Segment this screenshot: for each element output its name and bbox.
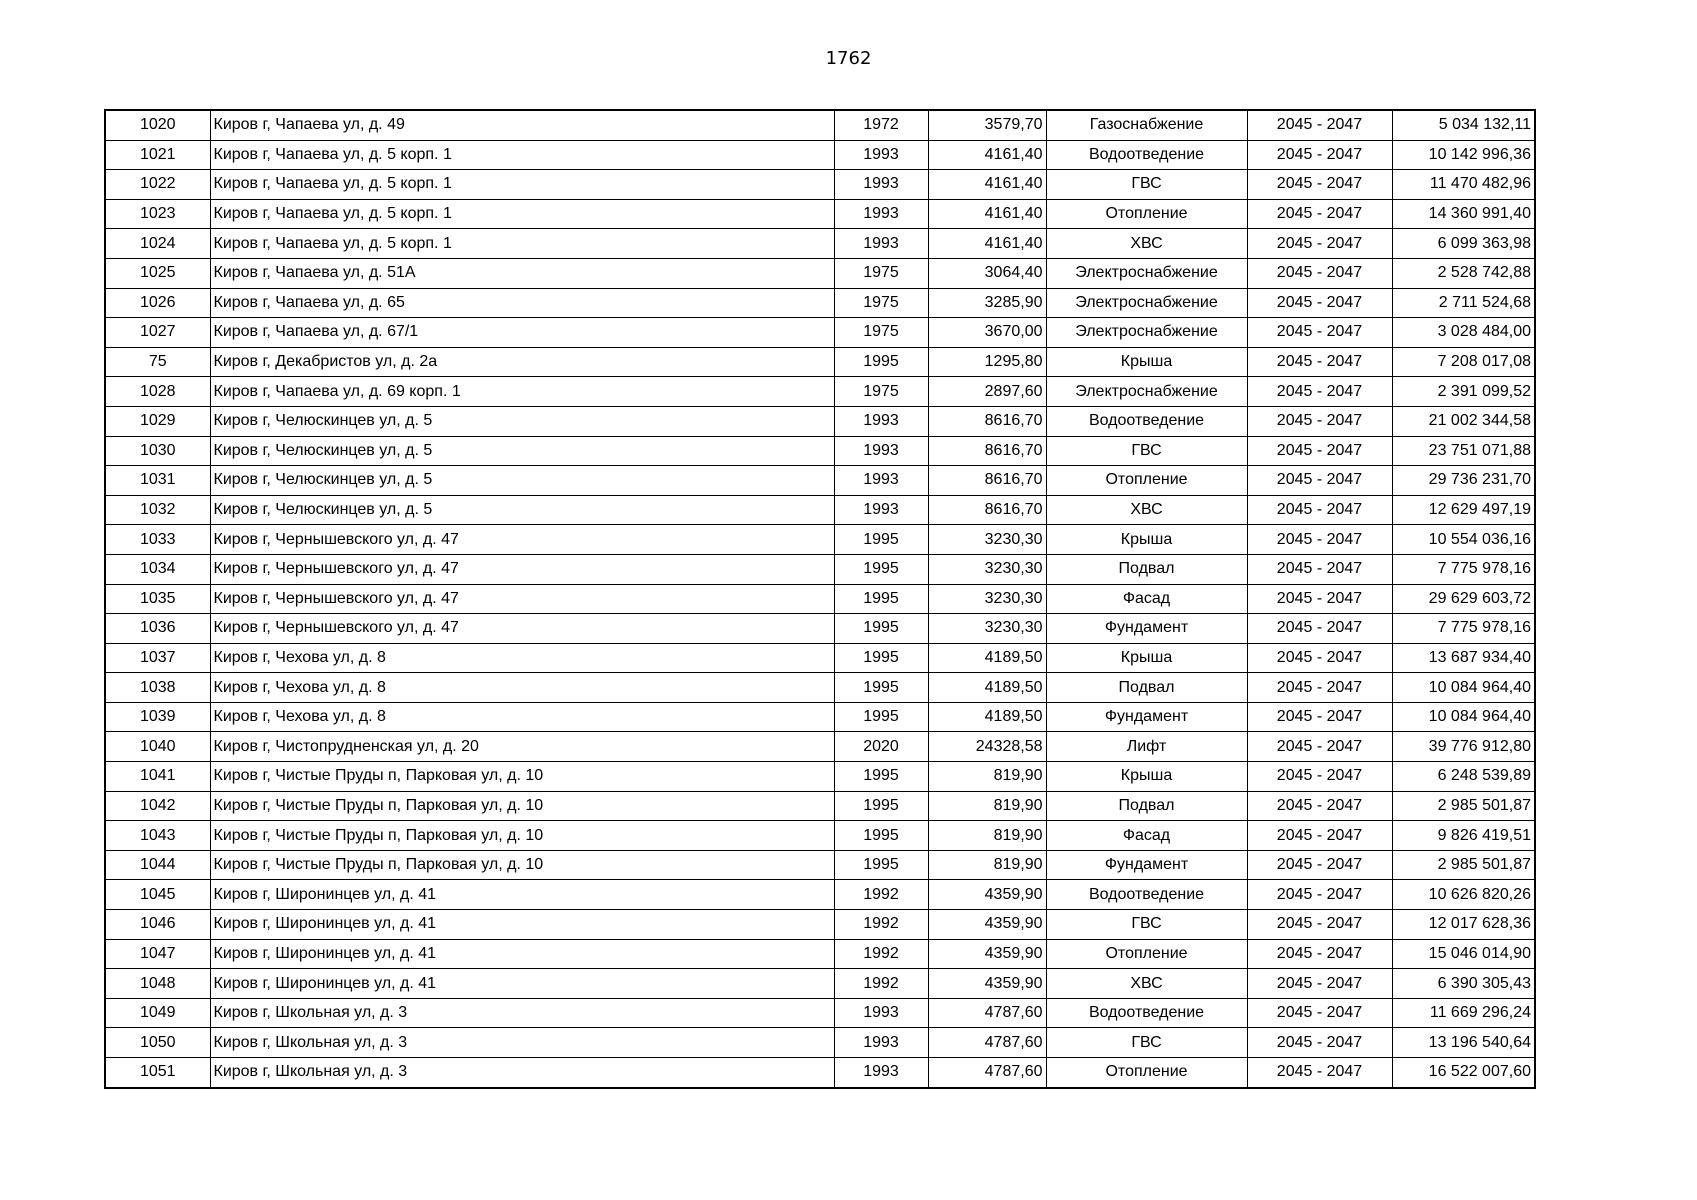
- cell-address: Киров г, Чехова ул, д. 8: [210, 702, 834, 732]
- cell-build-year: 1993: [834, 998, 928, 1028]
- cell-build-year: 1993: [834, 436, 928, 466]
- cell-period: 2045 - 2047: [1247, 702, 1392, 732]
- cell-area: 4189,50: [928, 702, 1046, 732]
- cell-cost: 15 046 014,90: [1392, 939, 1535, 969]
- cell-address: Киров г, Чапаева ул, д. 65: [210, 288, 834, 318]
- cell-cost: 29 736 231,70: [1392, 466, 1535, 496]
- cell-period: 2045 - 2047: [1247, 525, 1392, 555]
- cell-row-number: 1041: [105, 762, 210, 792]
- cell-build-year: 1975: [834, 288, 928, 318]
- cell-row-number: 1047: [105, 939, 210, 969]
- cell-build-year: 1993: [834, 495, 928, 525]
- cell-work-type: ХВС: [1046, 969, 1247, 999]
- cell-address: Киров г, Чапаева ул, д. 5 корп. 1: [210, 140, 834, 170]
- table-row: [105, 614, 1535, 644]
- cell-period: 2045 - 2047: [1247, 880, 1392, 910]
- cell-address: Киров г, Широнинцев ул, д. 41: [210, 969, 834, 999]
- cell-area: 3230,30: [928, 554, 1046, 584]
- cell-area: 3285,90: [928, 288, 1046, 318]
- cell-address: Киров г, Широнинцев ул, д. 41: [210, 939, 834, 969]
- table-row: [105, 1028, 1535, 1058]
- cell-area: 8616,70: [928, 436, 1046, 466]
- table-row: [105, 377, 1535, 407]
- cell-build-year: 1995: [834, 525, 928, 555]
- cell-address: Киров г, Чехова ул, д. 8: [210, 673, 834, 703]
- cell-address: Киров г, Чернышевского ул, д. 47: [210, 525, 834, 555]
- cell-address: Киров г, Чистые Пруды п, Парковая ул, д. 10: [210, 791, 834, 821]
- cell-area: 3064,40: [928, 258, 1046, 288]
- cell-work-type: Фасад: [1046, 821, 1247, 851]
- cell-row-number: 1045: [105, 880, 210, 910]
- cell-row-number: 1040: [105, 732, 210, 762]
- cell-cost: 6 390 305,43: [1392, 969, 1535, 999]
- cell-address: Киров г, Широнинцев ул, д. 41: [210, 880, 834, 910]
- cell-address: Киров г, Чапаева ул, д. 49: [210, 110, 834, 140]
- cell-cost: 10 554 036,16: [1392, 525, 1535, 555]
- cell-build-year: 1992: [834, 910, 928, 940]
- cell-area: 4787,60: [928, 1028, 1046, 1058]
- cell-address: Киров г, Школьная ул, д. 3: [210, 998, 834, 1028]
- cell-area: 8616,70: [928, 406, 1046, 436]
- cell-period: 2045 - 2047: [1247, 910, 1392, 940]
- cell-address: Киров г, Чапаева ул, д. 5 корп. 1: [210, 199, 834, 229]
- table-row: [105, 495, 1535, 525]
- cell-work-type: Отопление: [1046, 199, 1247, 229]
- cell-row-number: 1036: [105, 614, 210, 644]
- cell-cost: 6 099 363,98: [1392, 229, 1535, 259]
- cell-address: Киров г, Школьная ул, д. 3: [210, 1058, 834, 1088]
- cell-build-year: 1975: [834, 318, 928, 348]
- cell-area: 819,90: [928, 850, 1046, 880]
- cell-build-year: 1995: [834, 850, 928, 880]
- cell-work-type: Отопление: [1046, 466, 1247, 496]
- cell-address: Киров г, Чапаева ул, д. 51А: [210, 258, 834, 288]
- cell-build-year: 1993: [834, 199, 928, 229]
- cell-period: 2045 - 2047: [1247, 288, 1392, 318]
- cell-row-number: 1031: [105, 466, 210, 496]
- cell-work-type: Подвал: [1046, 791, 1247, 821]
- cell-work-type: Фундамент: [1046, 614, 1247, 644]
- cell-area: 1295,80: [928, 347, 1046, 377]
- cell-work-type: Отопление: [1046, 1058, 1247, 1088]
- cell-build-year: 1972: [834, 110, 928, 140]
- cell-build-year: 1995: [834, 673, 928, 703]
- cell-row-number: 1027: [105, 318, 210, 348]
- cell-period: 2045 - 2047: [1247, 969, 1392, 999]
- cell-work-type: Водоотведение: [1046, 140, 1247, 170]
- cell-row-number: 1029: [105, 406, 210, 436]
- cell-work-type: Электроснабжение: [1046, 377, 1247, 407]
- cell-cost: 39 776 912,80: [1392, 732, 1535, 762]
- cell-address: Киров г, Чернышевского ул, д. 47: [210, 614, 834, 644]
- cell-row-number: 1021: [105, 140, 210, 170]
- cell-period: 2045 - 2047: [1247, 258, 1392, 288]
- table-row: [105, 199, 1535, 229]
- cell-address: Киров г, Чехова ул, д. 8: [210, 643, 834, 673]
- cell-period: 2045 - 2047: [1247, 377, 1392, 407]
- cell-build-year: 1995: [834, 584, 928, 614]
- cell-build-year: 2020: [834, 732, 928, 762]
- cell-period: 2045 - 2047: [1247, 347, 1392, 377]
- cell-address: Киров г, Чапаева ул, д. 5 корп. 1: [210, 229, 834, 259]
- cell-work-type: Водоотведение: [1046, 880, 1247, 910]
- cell-build-year: 1993: [834, 406, 928, 436]
- cell-period: 2045 - 2047: [1247, 229, 1392, 259]
- cell-period: 2045 - 2047: [1247, 850, 1392, 880]
- cell-row-number: 1049: [105, 998, 210, 1028]
- cell-build-year: 1995: [834, 643, 928, 673]
- cell-period: 2045 - 2047: [1247, 614, 1392, 644]
- table-row: [105, 258, 1535, 288]
- cell-area: 819,90: [928, 821, 1046, 851]
- table-row: [105, 969, 1535, 999]
- cell-row-number: 1020: [105, 110, 210, 140]
- table-row: [105, 880, 1535, 910]
- cell-cost: 2 985 501,87: [1392, 850, 1535, 880]
- cell-row-number: 1033: [105, 525, 210, 555]
- cell-cost: 7 208 017,08: [1392, 347, 1535, 377]
- cell-area: 3230,30: [928, 584, 1046, 614]
- cell-work-type: Электроснабжение: [1046, 318, 1247, 348]
- cell-area: 4161,40: [928, 170, 1046, 200]
- cell-row-number: 1024: [105, 229, 210, 259]
- cell-area: 819,90: [928, 762, 1046, 792]
- cell-address: Киров г, Чапаева ул, д. 69 корп. 1: [210, 377, 834, 407]
- cell-period: 2045 - 2047: [1247, 199, 1392, 229]
- page-number: 1762: [825, 48, 872, 69]
- cell-cost: 2 391 099,52: [1392, 377, 1535, 407]
- cell-area: 2897,60: [928, 377, 1046, 407]
- cell-address: Киров г, Чистые Пруды п, Парковая ул, д. 10: [210, 821, 834, 851]
- table-row: [105, 910, 1535, 940]
- table-row: [105, 643, 1535, 673]
- cell-row-number: 1046: [105, 910, 210, 940]
- cell-build-year: 1995: [834, 554, 928, 584]
- table-row: [105, 673, 1535, 703]
- cell-work-type: Крыша: [1046, 525, 1247, 555]
- cell-period: 2045 - 2047: [1247, 1028, 1392, 1058]
- cell-build-year: 1993: [834, 140, 928, 170]
- table-row: [105, 288, 1535, 318]
- table-row: [105, 702, 1535, 732]
- cell-cost: 21 002 344,58: [1392, 406, 1535, 436]
- cell-address: Киров г, Чапаева ул, д. 67/1: [210, 318, 834, 348]
- cell-address: Киров г, Чистые Пруды п, Парковая ул, д. 10: [210, 762, 834, 792]
- cell-address: Киров г, Чернышевского ул, д. 47: [210, 584, 834, 614]
- cell-row-number: 1042: [105, 791, 210, 821]
- cell-build-year: 1975: [834, 258, 928, 288]
- cell-cost: 11 470 482,96: [1392, 170, 1535, 200]
- cell-period: 2045 - 2047: [1247, 1058, 1392, 1088]
- cell-cost: 23 751 071,88: [1392, 436, 1535, 466]
- cell-cost: 5 034 132,11: [1392, 110, 1535, 140]
- cell-period: 2045 - 2047: [1247, 436, 1392, 466]
- cell-period: 2045 - 2047: [1247, 732, 1392, 762]
- cell-work-type: ХВС: [1046, 229, 1247, 259]
- cell-work-type: Водоотведение: [1046, 406, 1247, 436]
- cell-area: 3579,70: [928, 110, 1046, 140]
- table-row: [105, 821, 1535, 851]
- cell-row-number: 1028: [105, 377, 210, 407]
- cell-work-type: Электроснабжение: [1046, 258, 1247, 288]
- table-row: [105, 347, 1535, 377]
- cell-work-type: Газоснабжение: [1046, 110, 1247, 140]
- cell-build-year: 1993: [834, 1058, 928, 1088]
- cell-address: Киров г, Чистые Пруды п, Парковая ул, д. 10: [210, 850, 834, 880]
- cell-cost: 12 629 497,19: [1392, 495, 1535, 525]
- cell-row-number: 1022: [105, 170, 210, 200]
- table-row: [105, 525, 1535, 555]
- cell-area: 24328,58: [928, 732, 1046, 762]
- cell-area: 4359,90: [928, 969, 1046, 999]
- cell-area: 4189,50: [928, 643, 1046, 673]
- cell-work-type: ХВС: [1046, 495, 1247, 525]
- cell-address: Киров г, Челюскинцев ул, д. 5: [210, 406, 834, 436]
- cell-work-type: Подвал: [1046, 673, 1247, 703]
- cell-row-number: 1044: [105, 850, 210, 880]
- cell-row-number: 1050: [105, 1028, 210, 1058]
- cell-period: 2045 - 2047: [1247, 140, 1392, 170]
- cell-build-year: 1992: [834, 880, 928, 910]
- table-row: [105, 939, 1535, 969]
- cell-cost: 11 669 296,24: [1392, 998, 1535, 1028]
- cell-cost: 2 985 501,87: [1392, 791, 1535, 821]
- cell-build-year: 1993: [834, 466, 928, 496]
- cell-cost: 14 360 991,40: [1392, 199, 1535, 229]
- cell-work-type: Лифт: [1046, 732, 1247, 762]
- table-row: [105, 229, 1535, 259]
- cell-area: 4359,90: [928, 880, 1046, 910]
- cell-period: 2045 - 2047: [1247, 170, 1392, 200]
- cell-cost: 2 711 524,68: [1392, 288, 1535, 318]
- cell-area: 4161,40: [928, 199, 1046, 229]
- cell-address: Киров г, Чернышевского ул, д. 47: [210, 554, 834, 584]
- cell-address: Киров г, Школьная ул, д. 3: [210, 1028, 834, 1058]
- cell-cost: 10 084 964,40: [1392, 702, 1535, 732]
- cell-address: Киров г, Челюскинцев ул, д. 5: [210, 495, 834, 525]
- cell-work-type: Крыша: [1046, 762, 1247, 792]
- cell-cost: 2 528 742,88: [1392, 258, 1535, 288]
- cell-cost: 9 826 419,51: [1392, 821, 1535, 851]
- cell-area: 8616,70: [928, 495, 1046, 525]
- cell-build-year: 1995: [834, 702, 928, 732]
- cell-row-number: 75: [105, 347, 210, 377]
- cell-row-number: 1032: [105, 495, 210, 525]
- cell-row-number: 1048: [105, 969, 210, 999]
- cell-build-year: 1993: [834, 1028, 928, 1058]
- table-row: [105, 554, 1535, 584]
- cell-cost: 13 687 934,40: [1392, 643, 1535, 673]
- cell-build-year: 1993: [834, 170, 928, 200]
- cell-area: 3670,00: [928, 318, 1046, 348]
- table-row: [105, 466, 1535, 496]
- cell-address: Киров г, Челюскинцев ул, д. 5: [210, 466, 834, 496]
- cell-cost: 13 196 540,64: [1392, 1028, 1535, 1058]
- table-row: [105, 1058, 1535, 1088]
- cell-area: 8616,70: [928, 466, 1046, 496]
- cell-work-type: Фасад: [1046, 584, 1247, 614]
- cell-period: 2045 - 2047: [1247, 406, 1392, 436]
- cell-cost: 12 017 628,36: [1392, 910, 1535, 940]
- cell-work-type: ГВС: [1046, 1028, 1247, 1058]
- table-row: [105, 318, 1535, 348]
- cell-row-number: 1043: [105, 821, 210, 851]
- cell-period: 2045 - 2047: [1247, 673, 1392, 703]
- repair-schedule-table: [104, 109, 1536, 1089]
- cell-build-year: 1995: [834, 762, 928, 792]
- cell-cost: 10 626 820,26: [1392, 880, 1535, 910]
- cell-area: 4359,90: [928, 910, 1046, 940]
- cell-row-number: 1051: [105, 1058, 210, 1088]
- cell-work-type: ГВС: [1046, 910, 1247, 940]
- cell-work-type: Подвал: [1046, 554, 1247, 584]
- table-row: [105, 850, 1535, 880]
- cell-row-number: 1039: [105, 702, 210, 732]
- cell-build-year: 1995: [834, 791, 928, 821]
- cell-cost: 3 028 484,00: [1392, 318, 1535, 348]
- cell-area: 4787,60: [928, 998, 1046, 1028]
- cell-work-type: Электроснабжение: [1046, 288, 1247, 318]
- cell-address: Киров г, Чапаева ул, д. 5 корп. 1: [210, 170, 834, 200]
- cell-area: 4189,50: [928, 673, 1046, 703]
- cell-address: Киров г, Челюскинцев ул, д. 5: [210, 436, 834, 466]
- cell-period: 2045 - 2047: [1247, 110, 1392, 140]
- cell-work-type: Фундамент: [1046, 702, 1247, 732]
- cell-row-number: 1038: [105, 673, 210, 703]
- cell-row-number: 1023: [105, 199, 210, 229]
- cell-build-year: 1995: [834, 821, 928, 851]
- cell-address: Киров г, Чистопрудненская ул, д. 20: [210, 732, 834, 762]
- table-row: [105, 732, 1535, 762]
- cell-area: 819,90: [928, 791, 1046, 821]
- cell-area: 4161,40: [928, 140, 1046, 170]
- table-body: [105, 110, 1535, 1088]
- cell-period: 2045 - 2047: [1247, 821, 1392, 851]
- cell-row-number: 1030: [105, 436, 210, 466]
- table-row: [105, 140, 1535, 170]
- cell-work-type: ГВС: [1046, 436, 1247, 466]
- cell-period: 2045 - 2047: [1247, 495, 1392, 525]
- table-row: [105, 998, 1535, 1028]
- cell-area: 3230,30: [928, 525, 1046, 555]
- cell-work-type: Отопление: [1046, 939, 1247, 969]
- table-row: [105, 406, 1535, 436]
- cell-address: Киров г, Декабристов ул, д. 2а: [210, 347, 834, 377]
- cell-cost: 16 522 007,60: [1392, 1058, 1535, 1088]
- cell-cost: 10 142 996,36: [1392, 140, 1535, 170]
- cell-work-type: Фундамент: [1046, 850, 1247, 880]
- cell-period: 2045 - 2047: [1247, 939, 1392, 969]
- cell-period: 2045 - 2047: [1247, 584, 1392, 614]
- cell-work-type: Крыша: [1046, 643, 1247, 673]
- cell-period: 2045 - 2047: [1247, 998, 1392, 1028]
- cell-row-number: 1026: [105, 288, 210, 318]
- cell-cost: 10 084 964,40: [1392, 673, 1535, 703]
- cell-period: 2045 - 2047: [1247, 318, 1392, 348]
- cell-work-type: ГВС: [1046, 170, 1247, 200]
- cell-cost: 7 775 978,16: [1392, 614, 1535, 644]
- table-row: [105, 170, 1535, 200]
- cell-row-number: 1025: [105, 258, 210, 288]
- table-row: [105, 584, 1535, 614]
- cell-cost: 29 629 603,72: [1392, 584, 1535, 614]
- cell-area: 4787,60: [928, 1058, 1046, 1088]
- cell-cost: 7 775 978,16: [1392, 554, 1535, 584]
- cell-area: 4359,90: [928, 939, 1046, 969]
- table-row: [105, 791, 1535, 821]
- cell-build-year: 1992: [834, 939, 928, 969]
- cell-build-year: 1992: [834, 969, 928, 999]
- cell-row-number: 1035: [105, 584, 210, 614]
- cell-work-type: Водоотведение: [1046, 998, 1247, 1028]
- cell-area: 4161,40: [928, 229, 1046, 259]
- cell-address: Киров г, Широнинцев ул, д. 41: [210, 910, 834, 940]
- table-row: [105, 436, 1535, 466]
- cell-period: 2045 - 2047: [1247, 466, 1392, 496]
- cell-period: 2045 - 2047: [1247, 643, 1392, 673]
- table-row: [105, 110, 1535, 140]
- cell-row-number: 1037: [105, 643, 210, 673]
- cell-area: 3230,30: [928, 614, 1046, 644]
- cell-period: 2045 - 2047: [1247, 791, 1392, 821]
- cell-row-number: 1034: [105, 554, 210, 584]
- cell-build-year: 1995: [834, 347, 928, 377]
- cell-work-type: Крыша: [1046, 347, 1247, 377]
- table-row: [105, 762, 1535, 792]
- cell-cost: 6 248 539,89: [1392, 762, 1535, 792]
- cell-build-year: 1975: [834, 377, 928, 407]
- cell-period: 2045 - 2047: [1247, 762, 1392, 792]
- cell-build-year: 1995: [834, 614, 928, 644]
- cell-period: 2045 - 2047: [1247, 554, 1392, 584]
- cell-build-year: 1993: [834, 229, 928, 259]
